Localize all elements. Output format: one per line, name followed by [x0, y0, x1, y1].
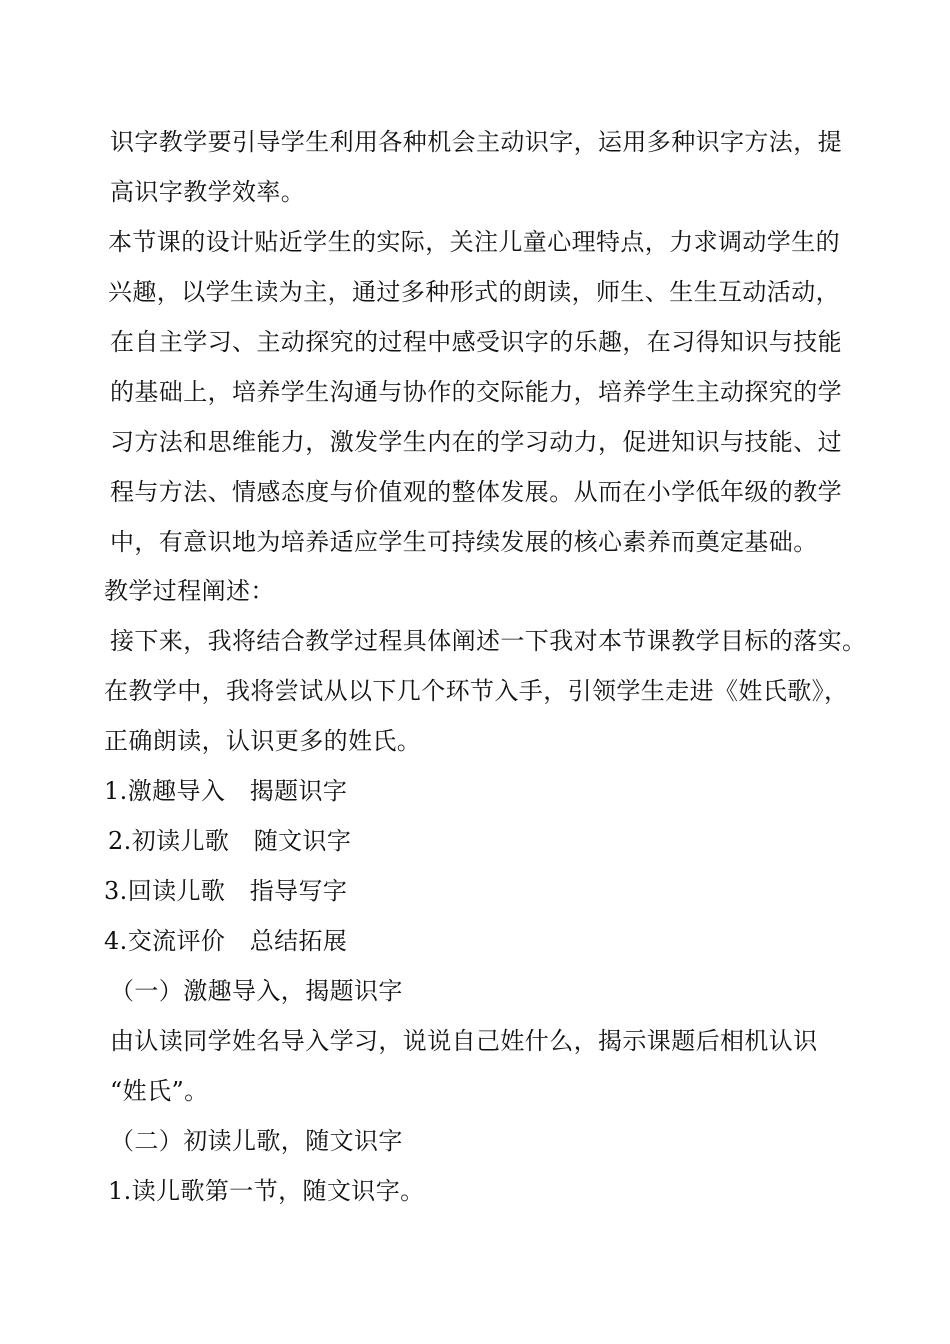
list-item: 4.交流评价 总结拓展	[104, 927, 348, 955]
text-line: 识字教学要引导学生利用各种机会主动识字，运用多种识字方法，提	[110, 128, 842, 156]
text-line: “姓氏”。	[110, 1077, 209, 1105]
text-line: 在教学中，我将尝试从以下几个环节入手，引领学生走进《姓氏歌》，	[104, 677, 849, 705]
text-line: 高识字教学效率。	[110, 178, 306, 206]
subsection-heading: （一）激趣导入，揭题识字	[110, 977, 403, 1005]
text-line: 兴趣，以学生读为主，通过多种形式的朗读，师生、生生互动活动，	[108, 278, 840, 306]
text-line: 接下来，我将结合教学过程具体阐述一下我对本节课教学目标的落实。	[110, 627, 867, 655]
text-line: 中，有意识地为培养适应学生可持续发展的核心素养而奠定基础。	[110, 528, 818, 556]
list-item: 2.初读儿歌 随文识字	[108, 827, 352, 855]
list-item: 1.读儿歌第一节，随文识字。	[108, 1177, 425, 1205]
section-heading: 教学过程阐述：	[104, 577, 275, 605]
text-line: 的基础上，培养学生沟通与协作的交际能力，培养学生主动探究的学	[110, 378, 842, 406]
subsection-heading: （二）初读儿歌，随文识字	[110, 1127, 403, 1155]
list-item: 1.激趣导入 揭题识字	[104, 777, 348, 805]
text-line: 由认读同学姓名导入学习，说说自己姓什么，揭示课题后相机认识	[110, 1027, 818, 1055]
list-item: 3.回读儿歌 指导写字	[104, 877, 348, 905]
text-line: 正确朗读，认识更多的姓氏。	[104, 727, 422, 755]
text-line: 程与方法、情感态度与价值观的整体发展。从而在小学低年级的教学	[110, 478, 842, 506]
text-line: 本节课的设计贴近学生的实际，关注儿童心理特点，力求调动学生的	[108, 228, 840, 256]
text-line: 习方法和思维能力，激发学生内在的学习动力，促进知识与技能、过	[110, 428, 842, 456]
text-line: 在自主学习、主动探究的过程中感受识字的乐趣，在习得知识与技能	[110, 328, 842, 356]
